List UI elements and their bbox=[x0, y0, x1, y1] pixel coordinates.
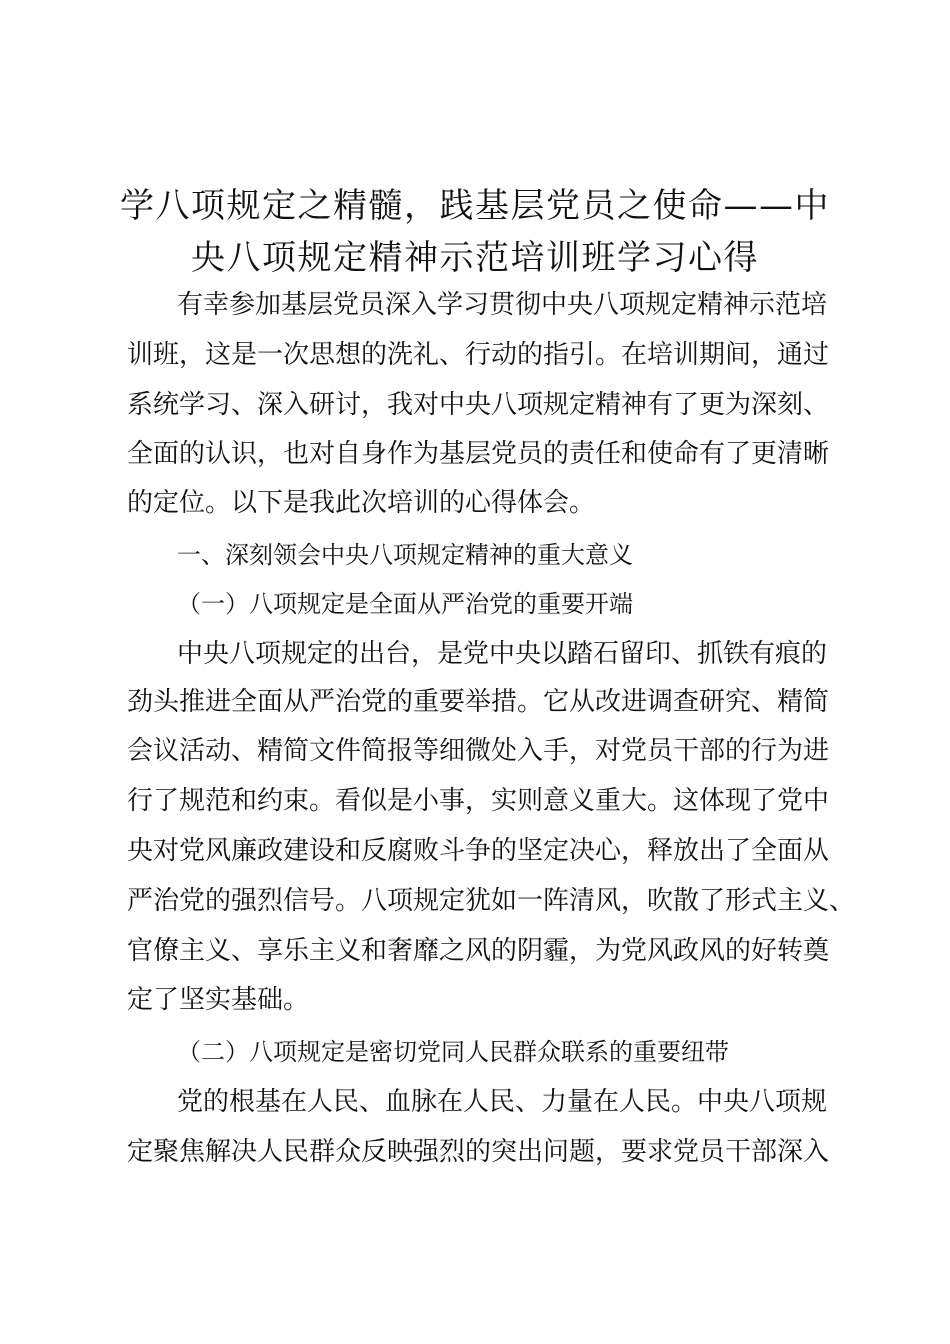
body-line: 中央八项规定的出台，是党中央以踏石留印、抓铁有痕的 bbox=[177, 639, 828, 669]
subsection-heading: （二）八项规定是密切党同人民群众联系的重要纽带 bbox=[177, 1038, 729, 1066]
body-line: 定了坚实基础。 bbox=[127, 985, 310, 1015]
document-title bbox=[100, 180, 850, 284]
body-line: 训班，这是一次思想的洗礼、行动的指引。在培训期间，通过 bbox=[127, 340, 830, 370]
body-line: 的定位。以下是我此次培训的心得体会。 bbox=[127, 488, 596, 518]
body-line: 系统学习、深入研讨，我对中央八项规定精神有了更为深刻、 bbox=[127, 390, 830, 420]
body-line: 劲头推进全面从严治党的重要举措。它从改进调查研究、精简 bbox=[127, 687, 830, 717]
section-heading: 一、深刻领会中央八项规定精神的重大意义 bbox=[177, 541, 633, 569]
body-line: 官僚主义、享乐主义和奢靡之风的阴霾，为党风政风的好转奠 bbox=[127, 936, 830, 966]
title-line-2: 央八项规定精神示范培训班学习心得 bbox=[191, 238, 759, 278]
body-line: 全面的认识，也对自身作为基层党员的责任和使命有了更清晰 bbox=[127, 439, 830, 469]
body-line: 定聚焦解决人民群众反映强烈的突出问题，要求党员干部深入 bbox=[127, 1137, 830, 1167]
body-line: 有幸参加基层党员深入学习贯彻中央八项规定精神示范培 bbox=[177, 290, 828, 320]
body-line: 行了规范和约束。看似是小事，实则意义重大。这体现了党中 bbox=[127, 786, 830, 816]
body-line: 党的根基在人民、血脉在人民、力量在人民。中央八项规 bbox=[177, 1087, 828, 1117]
body-line: 会议活动、精简文件简报等细微处入手，对党员干部的行为进 bbox=[127, 736, 830, 766]
title-line-1: 学八项规定之精髓，践基层党员之使命——中 bbox=[120, 186, 830, 226]
body-line: 严治党的强烈信号。八项规定犹如一阵清风，吹散了形式主义、 bbox=[127, 886, 856, 916]
body-line: 央对党风廉政建设和反腐败斗争的坚定决心，释放出了全面从 bbox=[127, 836, 830, 866]
subsection-heading: （一）八项规定是全面从严治党的重要开端 bbox=[177, 590, 633, 618]
